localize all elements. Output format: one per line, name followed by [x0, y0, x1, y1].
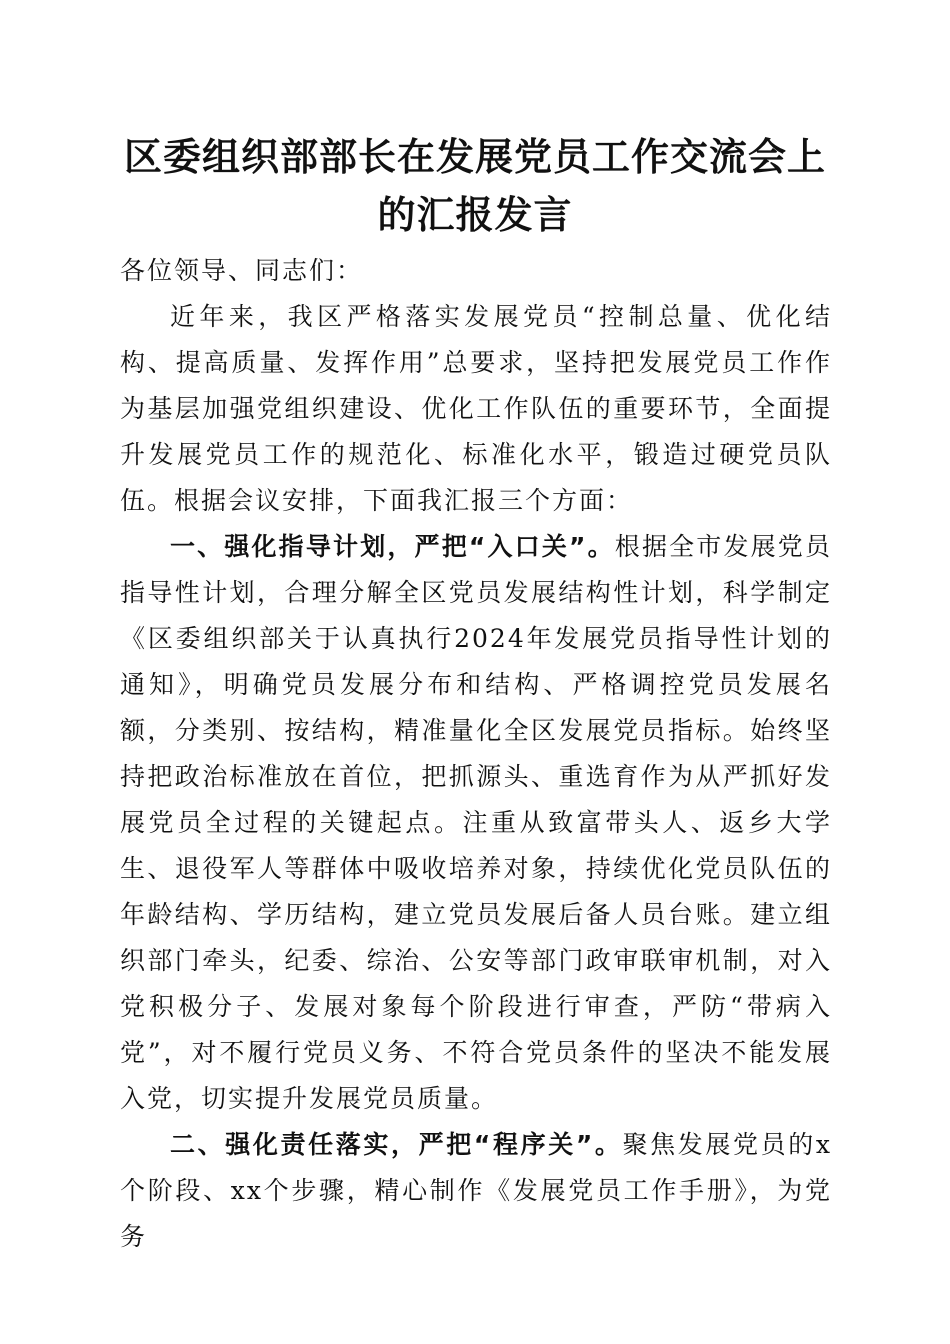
section-heading-1: 一、强化指导计划，严把“入口关”。: [170, 532, 615, 561]
section-paragraph-1: [120, 524, 832, 1122]
intro-paragraph: 近年来，我区严格落实发展党员“控制总量、优化结构、提高质量、发挥作用”总要求，坚持把发展党员工作作为基层加强党组织建设、优化工作队伍的重要环节，全面提升发展党员工作的规范化、标准化水平，锻造过硬党员队伍。根据会议安排，下面我汇报三个方面：: [120, 302, 832, 515]
section-paragraph-2: [120, 1122, 832, 1260]
document-title: 区委组织部部长在发展党员工作交流会上的汇报发言: [123, 134, 826, 237]
document-body: [120, 248, 832, 1260]
section-heading-2: 二、强化责任落实，严把“程序关”。: [170, 1130, 623, 1159]
salutation: 各位领导、同志们：: [120, 256, 364, 285]
section-text-1: 根据全市发展党员指导性计划，合理分解全区党员发展结构性计划，科学制定《区委组织部关于认真执行2024年发展党员指导性计划的通知》，明确党员发展分布和结构、严格调控党员发展名额，分类别、按结构，精准量化全区发展党员指标。始终坚持把政治标准放在首位，把抓源头、重选育作为从严抓好发展党员全过程的关键起点。注重从致富带头人、返乡大学生、退役军人等群体中吸收培养对象，持续优化党员队伍的年龄结构、学历结构，建立党员发展后备人员台账。建立组织部门牵头，纪委、综治、公安等部门政审联审机制，对入党积极分子、发展对象每个阶段进行审查，严防“带病入党”，对不履行党员义务、不符合党员条件的坚决不能发展入党，切实提升发展党员质量。: [120, 532, 832, 1113]
section-text-2: 聚焦发展党员的x个阶段、xx个步骤，精心制作《发展党员工作手册》，为党务: [120, 1130, 832, 1251]
